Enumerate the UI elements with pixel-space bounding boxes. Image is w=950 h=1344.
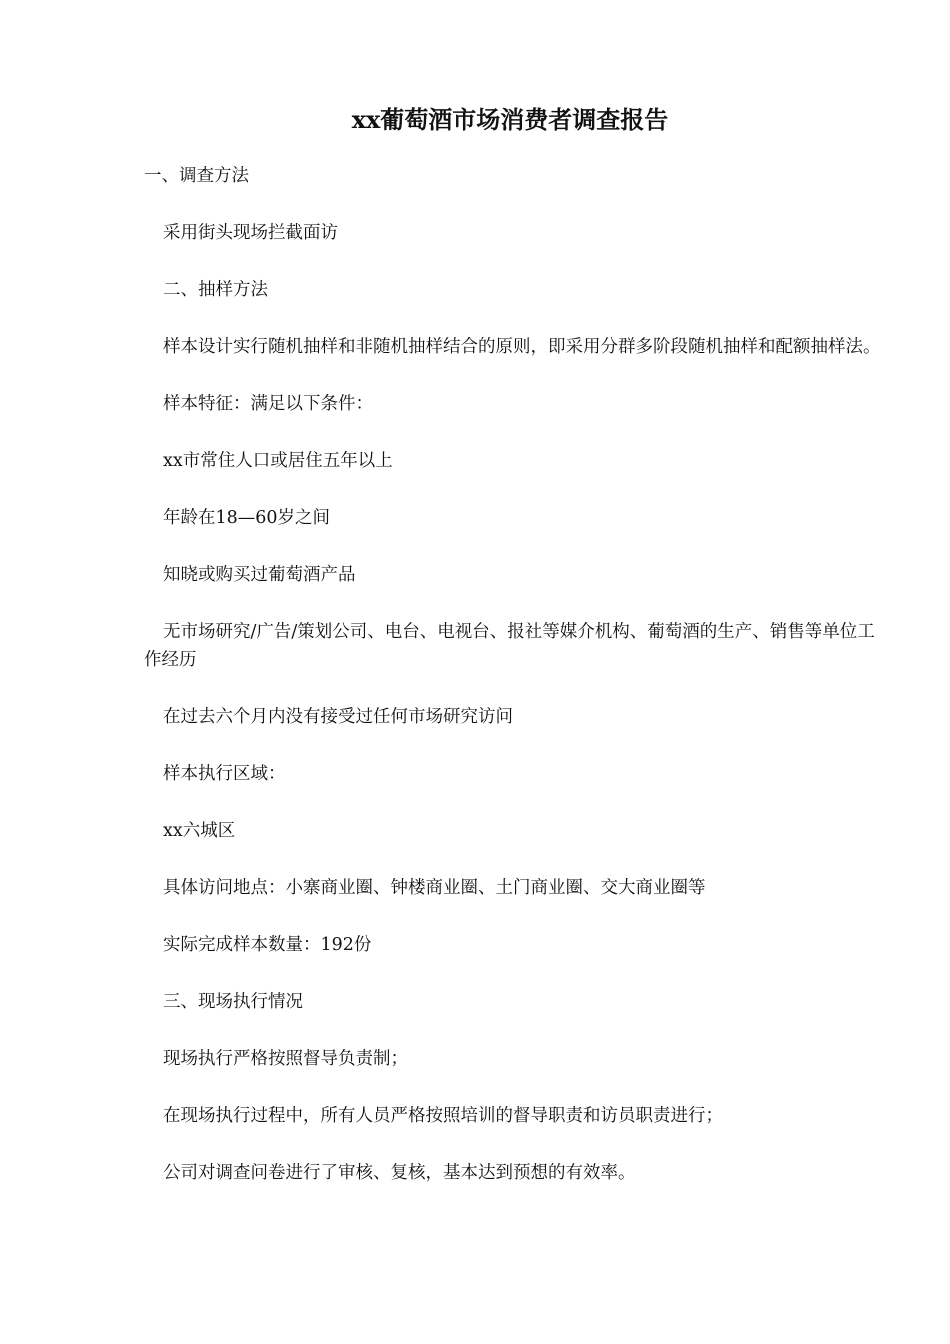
paragraph: 在过去六个月内没有接受过任何市场研究访问	[163, 707, 513, 727]
section-heading-sampling-method: 二、抽样方法	[163, 280, 268, 300]
paragraph: xx市常住人口或居住五年以上	[163, 451, 393, 471]
paragraph: 样本设计实行随机抽样和非随机抽样结合的原则，即采用分群多阶段随机抽样和配额抽样法。	[163, 337, 881, 357]
section-heading-field-execution: 三、现场执行情况	[163, 992, 303, 1012]
section-heading-survey-method: 一、调查方法	[144, 166, 249, 186]
paragraph: 无市场研究/广告/策划公司、电台、电视台、报社等媒介机构、葡萄酒的生产、销售等单位工作经历	[144, 622, 875, 670]
paragraph: 具体访问地点：小寨商业圈、钟楼商业圈、土门商业圈、交大商业圈等	[163, 878, 706, 898]
paragraph: 知晓或购买过葡萄酒产品	[163, 565, 356, 585]
paragraph: 实际完成样本数量：192份	[163, 935, 372, 955]
paragraph: 样本执行区域：	[163, 764, 286, 784]
paragraph: 采用街头现场拦截面访	[163, 223, 338, 243]
document-body	[144, 162, 884, 1216]
paragraph: 公司对调查问卷进行了审核、复核，基本达到预想的有效率。	[163, 1163, 636, 1183]
document-title: xx葡萄酒市场消费者调查报告	[351, 105, 669, 134]
paragraph: xx六城区	[163, 821, 236, 841]
paragraph: 在现场执行过程中，所有人员严格按照培训的督导职责和访员职责进行；	[163, 1106, 723, 1126]
paragraph: 年龄在18—60岁之间	[163, 508, 331, 528]
paragraph: 现场执行严格按照督导负责制；	[163, 1049, 408, 1069]
paragraph: 样本特征：满足以下条件：	[163, 394, 373, 414]
